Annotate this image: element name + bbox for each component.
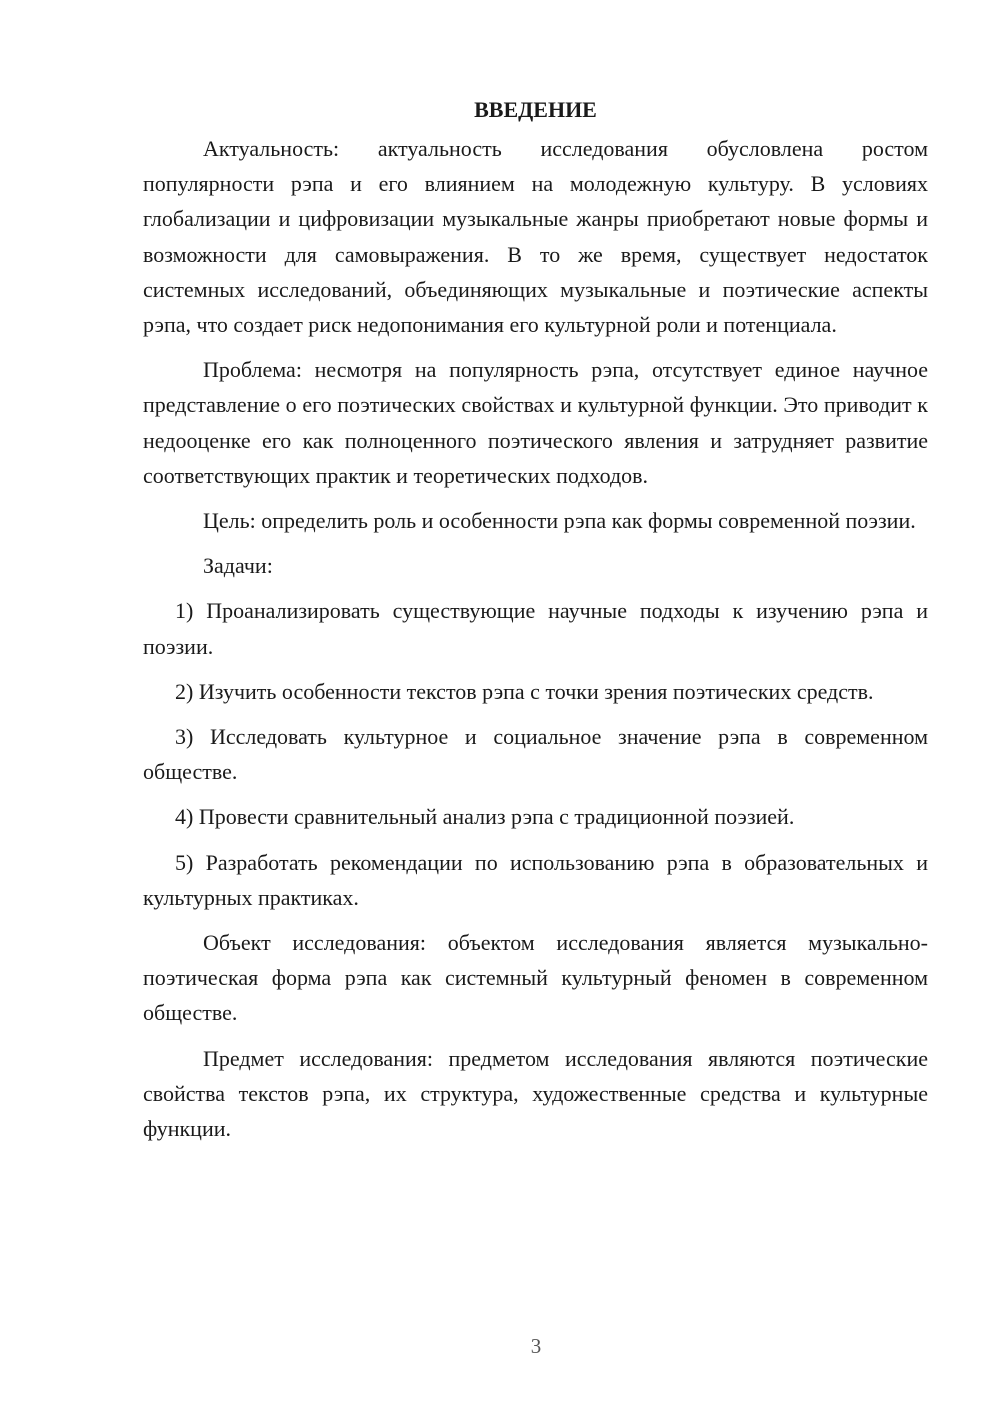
task-item-2: 2) Изучить особенности текстов рэпа с точки зрения поэтических средств.: [175, 678, 874, 704]
paragraph-problem: Проблема: несмотря на популярность рэпа, отсутствует единое научное представление о его поэтических свойствах и культурной функции. Это приводит к недооценке его как полноценного поэтического явления и затрудняет развитие соответствующих практик и теоретических подходов.: [143, 357, 928, 488]
paragraph-subject: Предмет исследования: предметом исследования являются поэтические свойства текстов рэпа, их структура, художественные средства и культурные функции.: [143, 1045, 928, 1142]
page-title: ВВЕДЕНИЕ: [474, 97, 597, 122]
paragraph-goal: Цель: определить роль и особенности рэпа как формы современной поэзии.: [203, 508, 916, 534]
paragraph-object: Объект исследования: объектом исследования является музыкально-поэтическая форма рэпа как системный культурный феномен в современном обществе.: [143, 930, 928, 1026]
document-page: [143, 92, 928, 1156]
task-item-3: 3) Исследовать культурное и социальное значение рэпа в современном обществе.: [143, 724, 928, 785]
task-item-1: 1) Проанализировать существующие научные подходы к изучению рэпа и поэзии.: [143, 598, 928, 659]
task-item-4: 4) Провести сравнительный анализ рэпа с традиционной поэзией.: [175, 804, 795, 830]
paragraph-tasks-heading: Задачи:: [203, 553, 273, 579]
paragraph-relevance: Актуальность: актуальность исследования обусловлена ростом популярности рэпа и его влиянием на молодежную культуру. В условиях глобализации и цифровизации музыкальные жанры приобретают новые формы и возможности для самовыражения. В то же время, существует недостаток системных исследований, объединяющих музыкальные и поэтические аспекты рэпа, что создает риск недопонимания его культурной роли и потенциала.: [143, 136, 928, 338]
task-item-5: 5) Разработать рекомендации по использованию рэпа в образовательных и культурных практиках.: [143, 849, 928, 910]
page-number: 3: [530, 1334, 542, 1358]
